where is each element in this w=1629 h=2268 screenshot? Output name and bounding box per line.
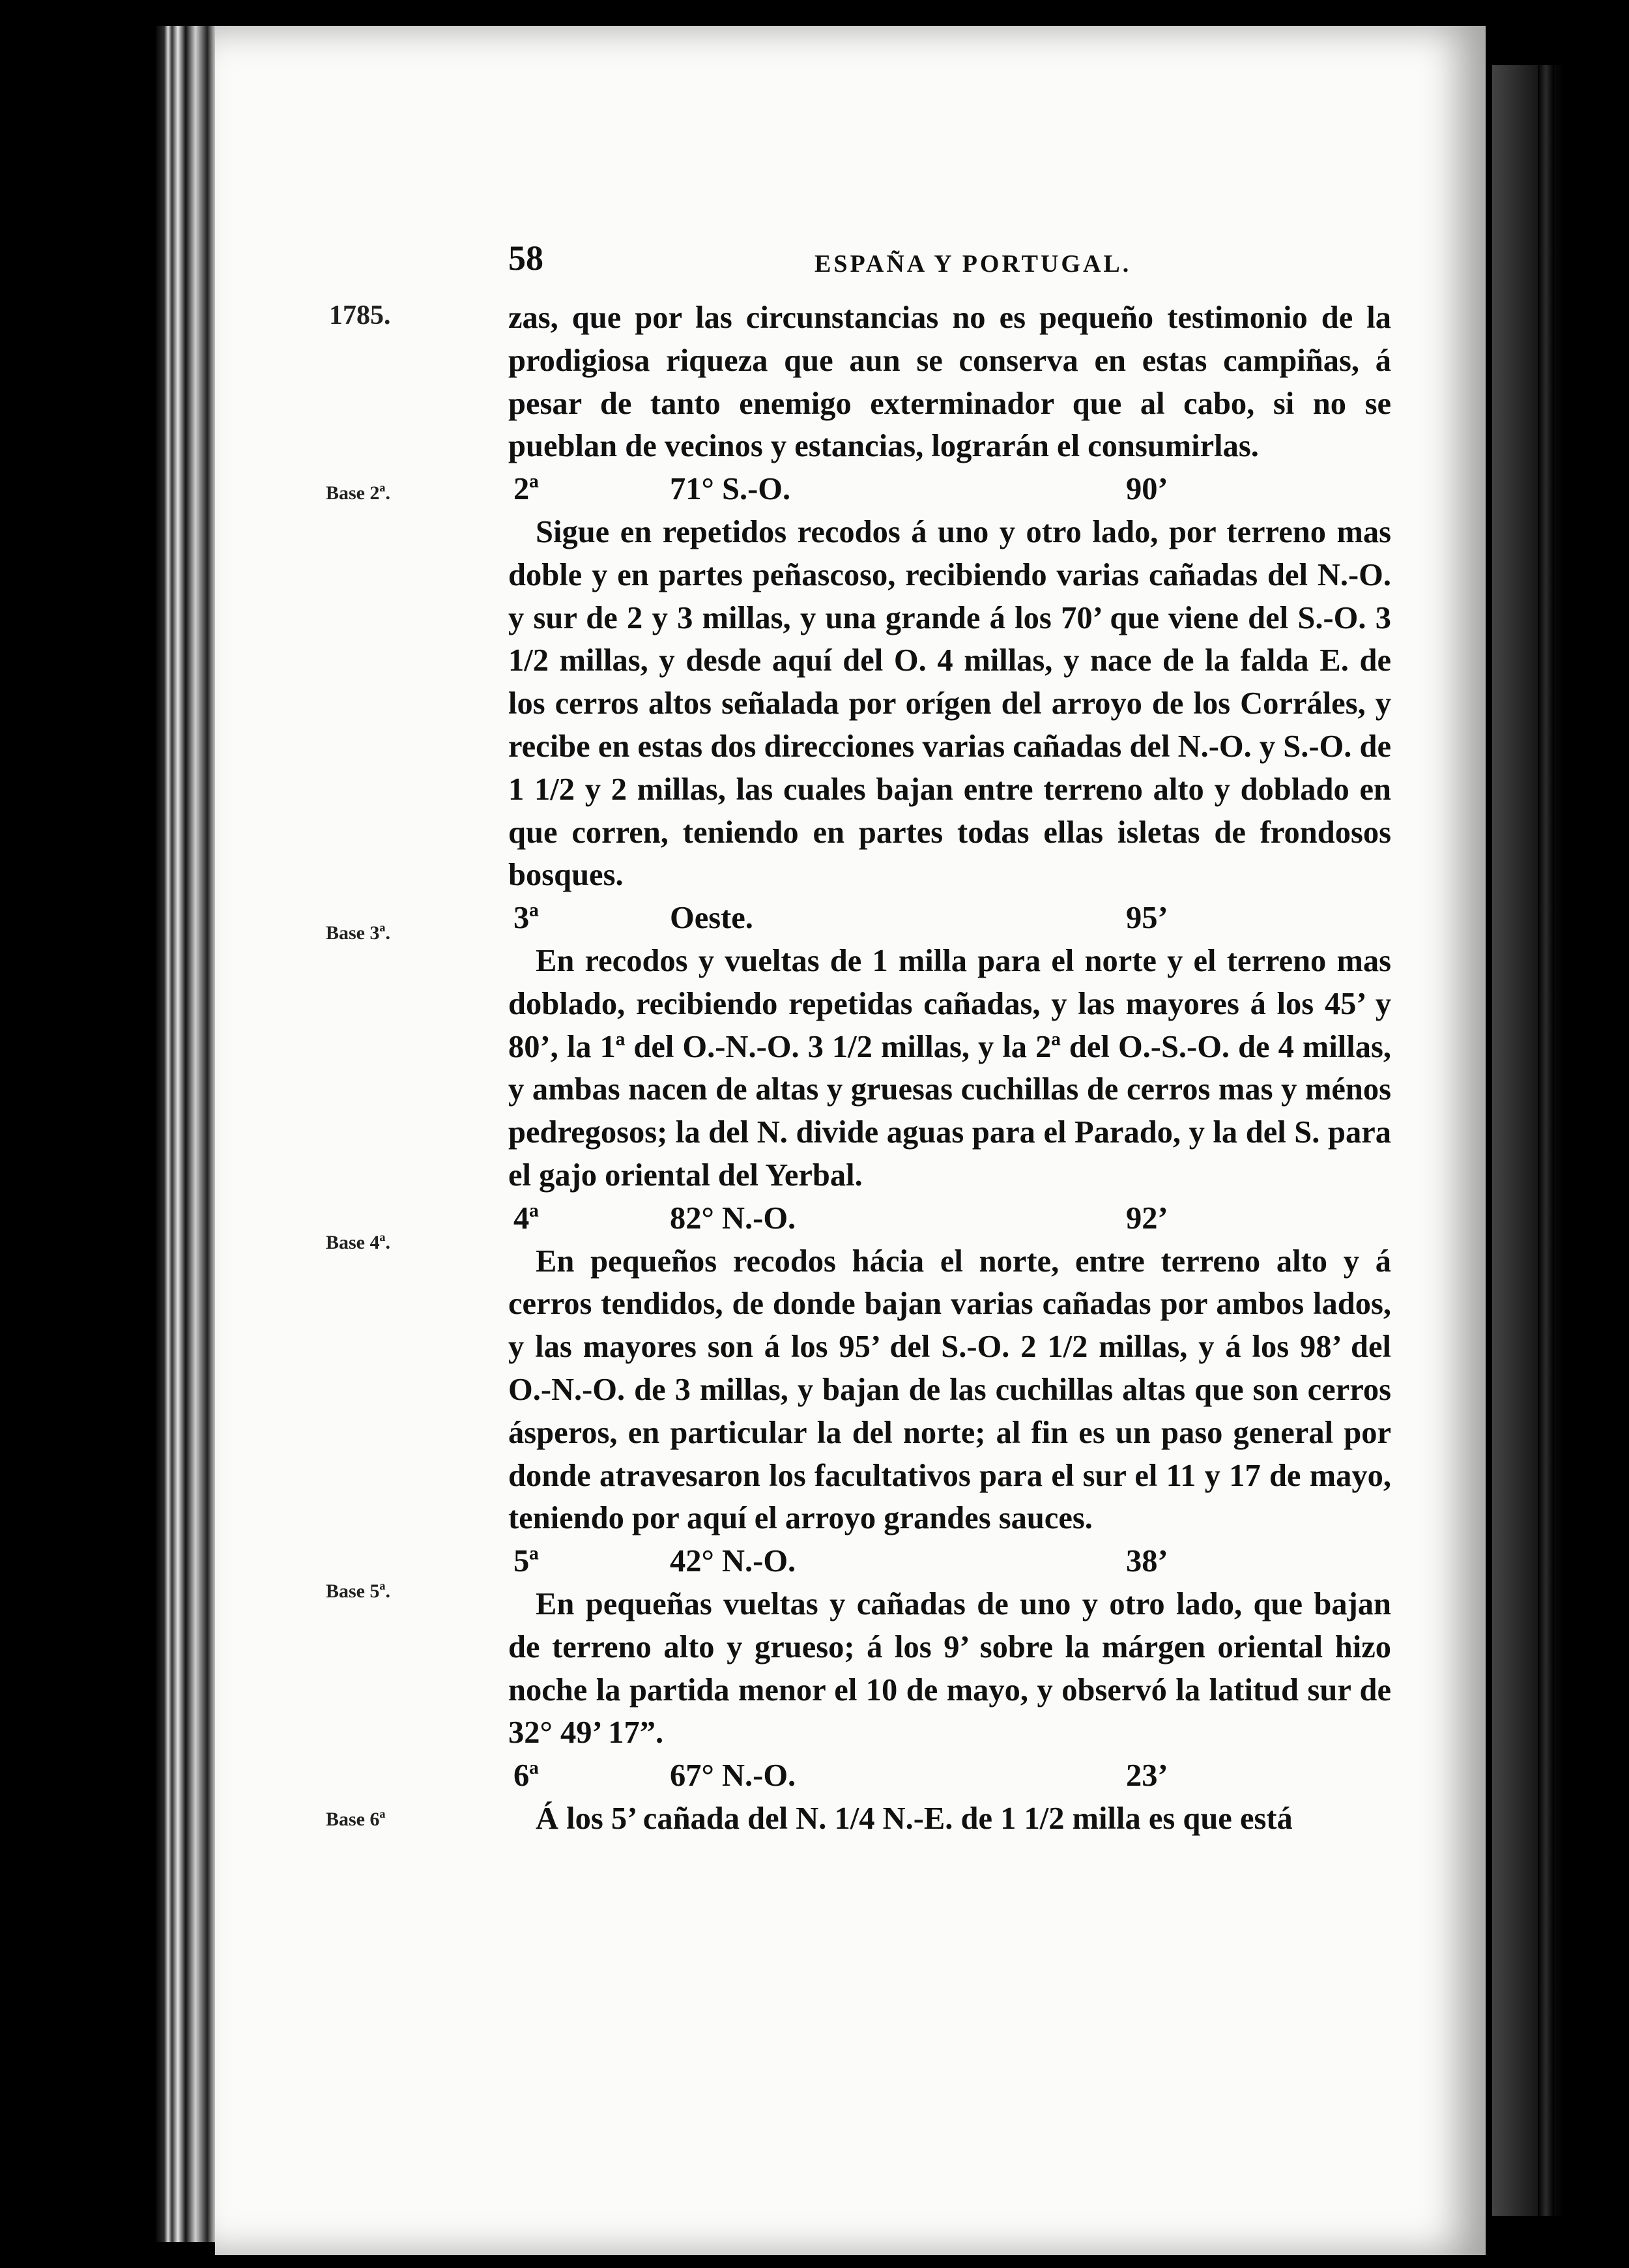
base-direction: Oeste. <box>670 901 753 936</box>
base-direction: 67° N.-O. <box>670 1758 796 1794</box>
base-number: 5ª <box>513 1544 539 1579</box>
base-number: 4ª <box>513 1200 539 1236</box>
base-entry-3 <box>508 897 1391 940</box>
base-entry-5 <box>508 1540 1391 1583</box>
margin-base-6: Base 6ª <box>326 1809 386 1830</box>
base-distance: 38’ <box>1126 1544 1168 1579</box>
paragraph-2: Sigue en repetidos recodos á uno y otro lado, por terreno mas doble y en partes peñascoso, recibiendo varias cañadas del N.-O. y sur de 2 y 3 millas, y una grande á los 70’ que viene del S.-O. 3 1/2 millas, y desde aquí del O. 4 millas, y nace de la falda E. de los cerros altos señalada por orígen del arroyo de los Corráles, y recibe en estas dos direcciones varias cañadas del N.-O. y S.-O. de 1 1/2 y 2 millas, las cuales bajan entre terreno alto y doblado en que corren, teniendo en partes todas ellas isletas de frondosos bosques. <box>508 514 1391 893</box>
page-body <box>508 297 1391 1840</box>
base-direction: 82° N.-O. <box>670 1200 796 1236</box>
base-number: 3ª <box>513 901 539 936</box>
running-head: ESPAÑA Y PORTUGAL. <box>814 250 1132 278</box>
margin-year: 1785. <box>329 300 391 330</box>
base-entry-4 <box>508 1197 1391 1240</box>
base-entry-6 <box>508 1754 1391 1797</box>
margin-base-3: Base 3ª. <box>326 922 390 944</box>
paragraph-1: zas, que por las circunstancias no es pequeño testimonio de la prodigiosa riqueza que aun se conserva en estas campiñas, á pesar de tanto enemigo exterminador que al cabo, si no se pueblan de vecinos y estancias, lograrán el consumirlas. <box>508 300 1391 464</box>
page-fold-edge <box>1538 65 1554 2216</box>
margin-base-4: Base 4ª. <box>326 1232 390 1253</box>
base-distance: 90’ <box>1126 472 1168 507</box>
base-entry-2 <box>508 468 1391 511</box>
page-header <box>508 238 1368 284</box>
paragraph-3: En recodos y vueltas de 1 milla para el norte y el terreno mas doblado, recibiendo repetidas cañadas, y las mayores á los 45’ y 80’, la 1ª del O.-N.-O. 3 1/2 millas, y la 2ª del O.-S.-O. de 4 millas, y ambas nacen de altas y gruesas cuchillas de cerros mas y ménos pedregosos; la del N. divide aguas para el Parado, y la del S. para el gajo oriental del Yerbal. <box>508 943 1391 1193</box>
base-number: 2ª <box>513 472 539 507</box>
paragraph-4: En pequeños recodos hácia el norte, entre terreno alto y á cerros tendidos, de donde bajan varias cañadas por ambos lados, y las mayores son á los 95’ del S.-O. 2 1/2 millas, y á los 98’ del O.-N.-O. de 3 millas, y bajan de las cuchillas altas que son cerros ásperos, en particular la del norte; al fin es un paso general por donde atravesaron los facultativos para el sur el 11 y 17 de mayo, teniendo por aquí el arroyo grandes sauces. <box>508 1243 1391 1536</box>
base-direction: 42° N.-O. <box>670 1544 796 1579</box>
margin-base-5: Base 5ª. <box>326 1580 390 1602</box>
base-distance: 95’ <box>1126 901 1168 936</box>
page-number: 58 <box>508 239 543 278</box>
base-distance: 92’ <box>1126 1200 1168 1236</box>
paragraph-5: En pequeñas vueltas y cañadas de uno y otro lado, que bajan de terreno alto y grueso; á los 9’ sobre la márgen oriental hizo noche la partida menor el 10 de mayo, y observó la latitud sur de 32° 49’ 17”. <box>508 1586 1391 1751</box>
base-number: 6ª <box>513 1758 539 1794</box>
paragraph-6: Á los 5’ cañada del N. 1/4 N.-E. de 1 1/2 milla es que está <box>536 1801 1293 1836</box>
base-distance: 23’ <box>1126 1758 1168 1794</box>
base-direction: 71° S.-O. <box>670 472 791 507</box>
margin-base-2: Base 2ª. <box>326 482 390 504</box>
